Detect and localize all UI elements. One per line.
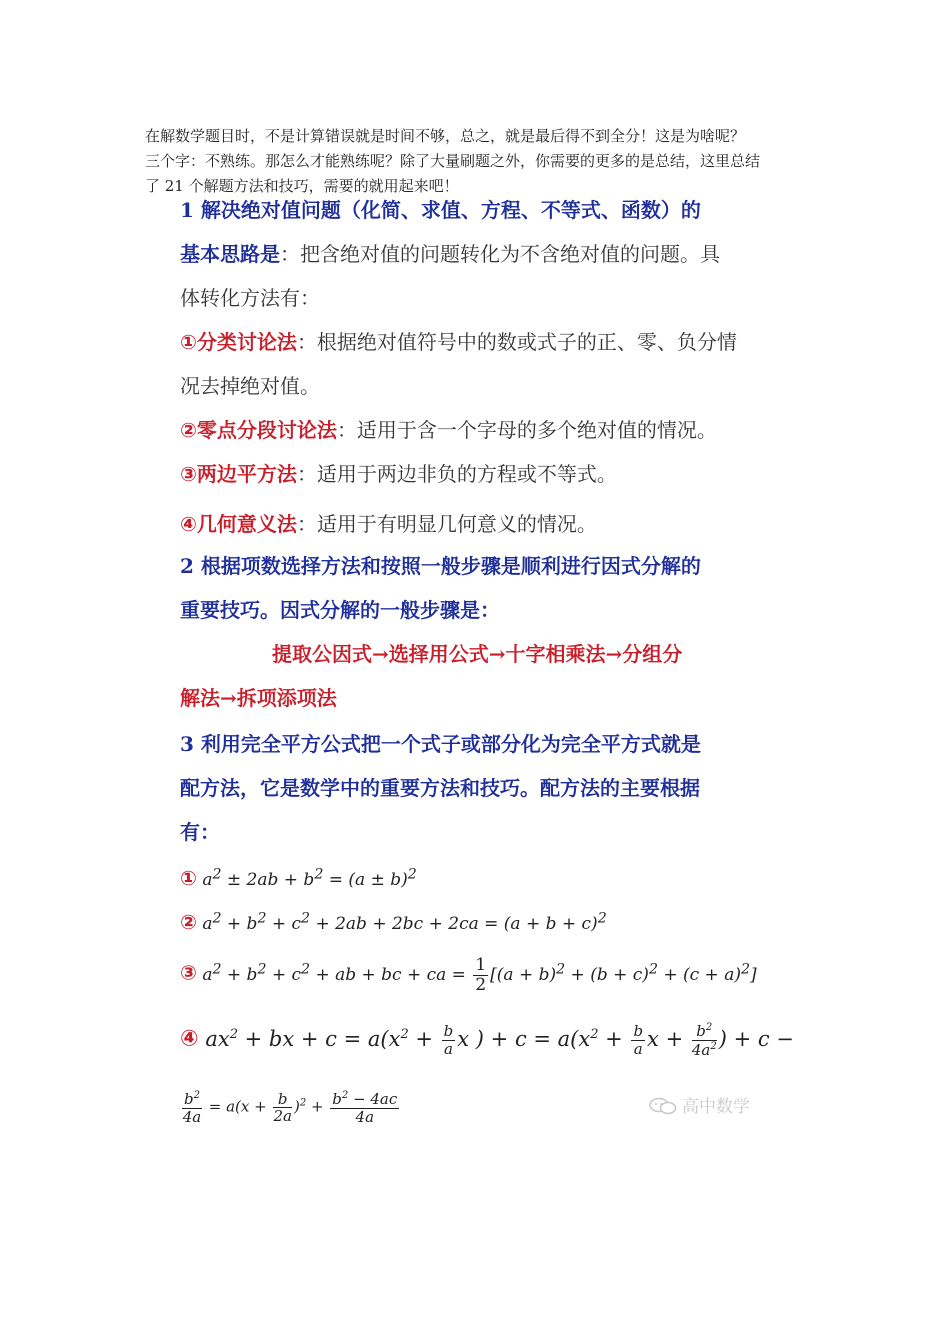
method-1-text-cont: 况去掉绝对值。 [180,374,320,398]
formula-4-number: ④ [180,1026,199,1052]
section1-title-line1: 1 解决绝对值问题（化简、求值、方程、不等式、函数）的 [180,198,701,222]
formula-2-number: ② [180,910,197,934]
formula-3 [180,956,757,994]
method-4-text: ：适用于有明显几何意义的情况。 [296,512,597,536]
method-1 [180,320,790,364]
section-completing-square [180,722,790,854]
factor-steps-line2: 解法→拆项添项法 [180,686,337,710]
method-3 [180,452,790,496]
section2-title-line2: 重要技巧。因式分解的一般步骤是： [180,598,500,622]
intro-line-1: 在解数学题目时，不是计算错误就是时间不够，总之，就是最后得不到全分！这是为啥呢？ [145,127,746,145]
formula-1-number: ① [180,866,197,890]
section1-title-rest: ：把含绝对值的问题转化为不含绝对值的问题。具 [280,242,720,266]
formula-4 [180,1022,794,1058]
method-4-label: ④几何意义法 [180,512,297,536]
formula-4-continued: $\frac{b^2}{4a}$ = a(x + $\frac{b}{2a}$ )$^2$ + $\frac{b^2 - 4ac}{4a}$ [182,1089,398,1126]
factor-steps-line1: 提取公因式→选择用公式→十字相乘法→分组分 [272,642,683,666]
method-2 [180,408,790,452]
formula-3-number: ③ [180,960,197,985]
method-3-label: ③两边平方法 [180,462,297,486]
method-1-label: ①分类讨论法 [180,330,297,354]
method-1-text: ：根据绝对值符号中的数或式子的正、零、负分情 [296,330,737,354]
method-4 [180,502,790,546]
section-factorization [180,544,790,720]
formula-2-expression: $a^2 + b^2 + c^2 + 2ab + 2bc + 2ca = (a + b + c)^2$ [202,910,607,934]
method-2-text: ：适用于含一个字母的多个绝对值的情况。 [336,418,717,442]
section2-title-line1: 2 根据项数选择方法和按照一般步骤是顺利进行因式分解的 [180,554,701,578]
formula-1 [180,866,417,890]
intro-line-3: 了 21 个解题方法和技巧，需要的就用起来吧！ [145,177,459,195]
formula-4-expression: $ax^2$ + bx + $c = a(x^2$ + $\frac{b}{a}$ x ) + $c = a(x^2$ + $\frac{b}{a}$ x + $\frac{b^2}{4a^2}$ ) + c − [205,1022,794,1059]
section1-title-line2 [180,232,790,276]
method-2-label: ②零点分段讨论法 [180,418,337,442]
section3-title-line1: 3 利用完全平方公式把一个式子或部分化为完全平方式就是 [180,732,701,756]
section1-title-line3: 体转化方法有： [180,286,320,310]
section3-title-line3: 有： [180,820,220,844]
section-absolute-value [180,188,790,546]
method-3-text: ：适用于两边非负的方程或不等式。 [296,462,617,486]
formula-2 [180,910,607,934]
formula-3-expression: $a^2 + b^2 + c^2$ + ab + bc + ca = $\frac{1}{2}$ $[(a + b)^2 + (b + c)^2 + (c + a)^2]$ [202,955,757,995]
section3-title-line2: 配方法，它是数学中的重要方法和技巧。配方法的主要根据 [180,776,700,800]
watermark-text: 高中数学 [682,1097,750,1117]
section1-key-phrase: 基本思路是 [180,242,280,266]
formula-1-expression: $a^2 \pm 2ab + b^2 = (a \pm b)^2$ [202,866,417,890]
intro-line-2: 三个字：不熟练。那怎么才能熟练呢？除了大量刷题之外，你需要的更多的是总结，这里总结 [145,152,761,170]
watermark [648,1092,750,1117]
wechat-icon [648,1097,678,1115]
